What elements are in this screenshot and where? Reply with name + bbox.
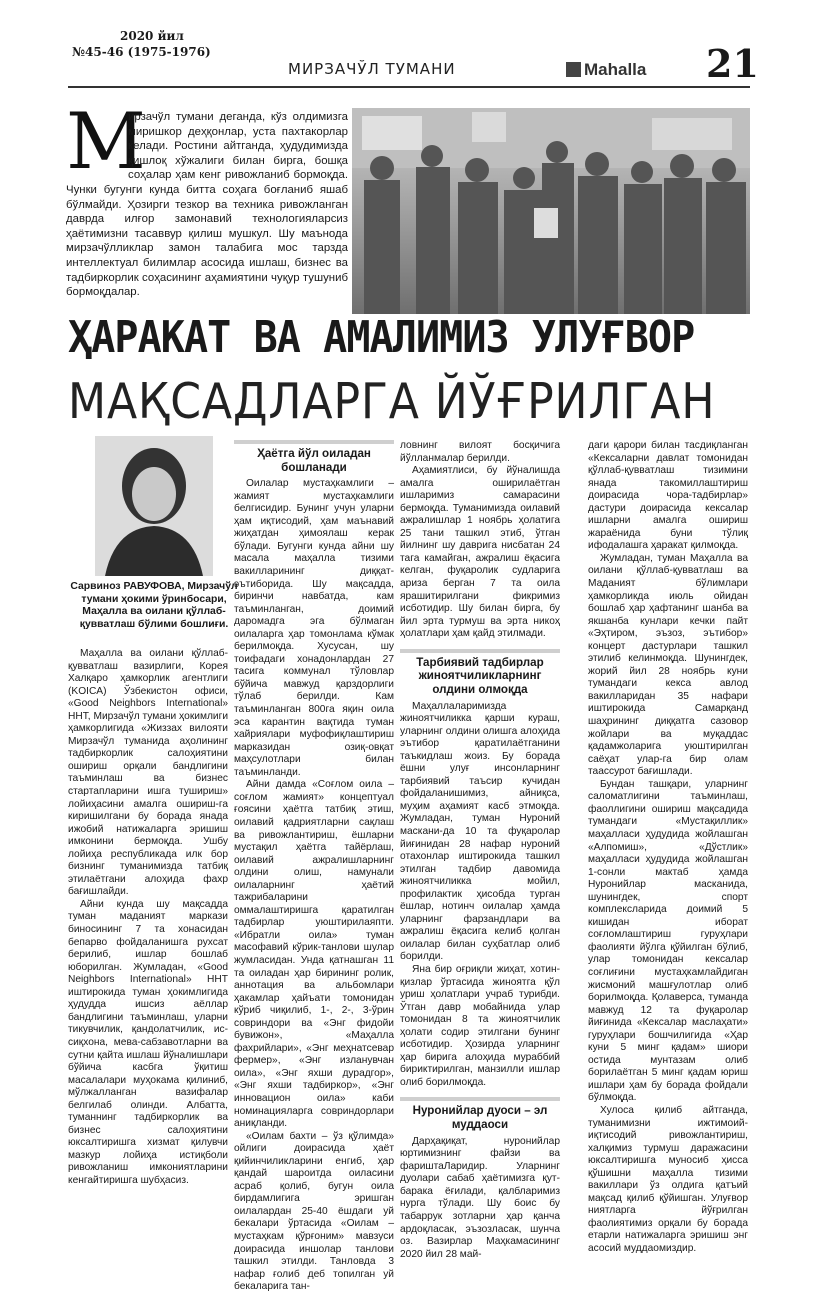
subhead-family bbox=[234, 440, 394, 474]
subhead-crime-text: Тарбиявий тадбирлар жиноятчиликларнинг олдини олмоқда bbox=[416, 655, 544, 696]
portrait-photo bbox=[95, 436, 213, 576]
header-rule bbox=[68, 86, 750, 88]
subhead-elders-text: Нуронийлар дуоси – эл муддаоси bbox=[412, 1104, 548, 1132]
subhead-crime bbox=[400, 649, 560, 697]
col1-paragraph-2: Айни кунда шу мақсадда туман маданият маркази биносининг 7 та хонасидан бепарво фойдаланишга рухсат берилиб, ишлар бошлаб юборилган. Жумладан, «Good Neighbors International» ННТ иштирокида туман ҳокимлигида ҳудудда ишсиз аёллар бандлигини таъминлаш, уларни тикувчилик, қандолатчилик, ис-сиқхона, мева-сабзавотларни ва сутни қайта ишлаш йўналишлари бўйича касбга ўқитиш масалалари муҳокама қилиниб, мўлжалланган вазифалар белгилаб олинди. Албатта, туманнинг тадбиркорлик ва бизнес салоҳиятини юксалтиришга хизмат қилувчи мазкур лойиҳа истиқболи ривожланиш имкониятларини кенгайтиришга шубҳасиз. bbox=[68, 898, 228, 1186]
col1-paragraph-1: Маҳалла ва оилани қўллаб-қувватлаш вазирлиги, Корея Халқаро ҳамкорлик агентлиги (KOICA) Ўзбекистон офиси, «Good Neighbors International» ННТ, Мирзачўл тумани ҳокимлиги ҳамкорлигида «Жиззах вилояти Мирзачўл туманида аҳолининг тадбиркорлик салоҳиятини ошириш орқали бандлигини таъминлаш ва бизнес стартапларини ишга тушириш» лойиҳасини амалга ошириш-га киришилгани бу борада янада ижобий натижаларга эришиш имконини бермоқда. Ушбу лойиҳа республикада илк бор бизнинг туманимизда татбиқ этилаётгани алоҳида фахр бағишлайди. bbox=[68, 648, 229, 898]
col3-paragraph-4: Яна бир оғриқли жиҳат, хотин-қизлар ўртасида жиноятга қўл уриш ҳолатлари учраб турибди. Ўтган давр мобайнида улар томонидан 8 та жиноятчилик ҳолати содир этилгани бунинг исботидир. Ҳозирда уларнинг ҳар бирига алоҳида мураббий бириктирилган, манзилли ишлар олиб борилмоқда. bbox=[400, 964, 560, 1088]
logo-text: Mahalla bbox=[584, 60, 647, 79]
headline-line-2: МАҚСАДЛАРГА ЙЎҒРИЛГАН bbox=[68, 373, 716, 430]
subhead-bar bbox=[400, 1097, 560, 1101]
col3-paragraph-5: Дарҳақиқат, нуронийлар юртимизнинг файзи ва фариштаЛаридир. Уларнинг дуолари сабаб ҳаётимизга қут-барака ёғилади, қалбларимиз нурга тўлади. Шу боис бу табаррук зотларни ҳар қанча ардоқласак, эъзозласак, шунча оз. Вазирлар Маҳкамасининг 2020 йил 28 май- bbox=[400, 1135, 560, 1260]
drop-cap: М bbox=[66, 97, 146, 187]
portrait-photo-icon bbox=[95, 436, 213, 576]
col2-paragraph-2: Айни дамда «Соғлом оила – соғлом жамият» концептуал ғоясини ҳаётга татбиқ этиш, оилавий қадриятларни сақлаш ва ривожлантириш, ёшларни мустақил ҳаётга тайёрлаш, оилавий ажралишларнинг олдини олиш, намунали оилаларнинг ҳаётий тажрибаларини оммалаштиришга қаратилган тадбирлар уюштирилаяпти. «Ибратли оила» туман масофавий кўрик-танлови шулар жумласидан. Унда қатнашган 11 та оиладан ҳар бирининг ролик, аннотация ва альбомлари ҳакамлар ҳайъати томонидан кўриб чиқилиб, 1-, 2-, 3-ўрин совриндори ва «Энг фидойи бувижон», «Маҳалла фахрийлари», «Энг меҳнатсевар фермер», «Энг изланувчан оила», «Энг яхши дурадгор», «Энг яхши тадбиркор», «Энг инновацион оила» каби номинацияларга совриндорлари аниқланди. bbox=[234, 779, 394, 1130]
portrait-caption: Сарвиноз РАВУФОВА, Мирзачўл тумани ҳокими ўринбосари, Маҳалла ва оилани қўллаб-қувватлаш бўлими бошлиғи. bbox=[70, 581, 238, 630]
subhead-bar bbox=[234, 440, 394, 444]
lead-text: ирзачўл тумани деганда, кўз олдимизга миришкор деҳқонлар, уста пахтакорлар келади. Ростини айтганда, ҳудудимизда қишлоқ хўжалиги билан бирга, бошқа соҳалар ҳам кенг ривожланиб бормоқда. Чунки бугунги кунда битта соҳага боғланиб яшаб бўлмайди. Ҳозирги тезкор ва техника ривожланган даврда илғор замонавий технологияларсиз ҳаётимизни тасаввур қилиш мушкул. Шу маънода мирзачўлликлар замон талабига мос тарзда интеллектуал билимлар асосида ишлаш, бизнес ва тадбиркорлик соҳасининг аҳамиятини чуқур тушуниб бормоқдалар. bbox=[66, 111, 348, 299]
subhead-family-text: Ҳаётга йўл оиладан бошланади bbox=[257, 447, 371, 474]
page-number: 21 bbox=[706, 41, 759, 86]
col4-paragraph-3: Бундан ташқари, уларнинг саломатлигини таъминлаш, фаоллигини ошириш мақсадида тумандаги «Мустақиллик» маҳалласи ҳудудида жойлашган «Алпомиш», «Дўстлик» маҳалласи ҳудудида жойлашган 1-сонли мактаб ҳамда Нуронийлар масканида, шунингдек, спорт комплексларида доимий 5 кишидан иборат соғломлаштириш гуруҳлари фаолияти йўлга қўйилган бўлиб, улар томонидан кексалар соғлиғини мустаҳкамлайдиган жисмоний машғулотлар олиб борилмоқда. Қолаверса, туманда мавжуд 12 та фуқаролар йиғинида «Кексалар маслаҳати» гуруҳлари бошчилигида «Ҳар куни 5 минг қадам» шиори остида мунтазам олиб борилаётган 5 минг қадам юриш ишлари ҳам бу борада фойдали бўлмоқда. bbox=[588, 778, 748, 1104]
subhead-elders bbox=[400, 1097, 560, 1131]
column-4 bbox=[588, 440, 748, 1256]
column-3 bbox=[400, 440, 560, 1261]
col4-paragraph-2: Жумладан, туман Маҳалла ва оилани қўллаб-қувватлаш ва Маданият бўлимлари ҳамкорликда июль ойидан бошлаб ҳар ҳафтанинг шанба ва якшанба кунлари кечки пайт «Эҳтиром, эъзоз, эътибор» концерт дастурлари ташкил этилиб келинмоқда. Шунингдек, жорий йил 28 ноябрь куни тумандаги кекса авлод вакилларидан 35 нафари иштирокида Самарқанд шаҳрининг диққатга сазовор жойлари ва муқаддас қадамжоларига уюштирилган саёҳат улар-га бир олам таассурот бағишлади. bbox=[588, 552, 748, 778]
group-photo bbox=[352, 108, 750, 314]
col3-paragraph-3: Маҳаллаларимизда жиноятчиликка қарши кураш, уларнинг олдини олишга алоҳида эътибор қаратилаётганини таъкидлаш жоиз. Бу борада ёшни улуғ инсонларнинг тарбиявий таъсир кучидан фойдаланишимиз, айниқса, муҳим аҳамият касб этмоқда. Жумладан, туман Нуроний маскани-да 10 та фуқаролар йиғинидан 28 нафар нуроний отахонлар иштирокида ташкил этилган тадбир давомида жиноятчиликка мойил, профилактик ҳисобда турган ёшлар, нотинч оилалар ҳамда уларнинг фарзандлари ва ажралиш ёқасига келиб қолган оилалар билан суҳбатлар олиб борилди. bbox=[400, 700, 560, 963]
newspaper-logo bbox=[566, 60, 646, 80]
col2-paragraph-1: Оилалар мустаҳкамлиги – жамият мустаҳкамлиги белгисидир. Бунинг учун уларни ҳам иқтисодий, ҳам маънавий жиҳатдан ҳимоялаш керак бўлади. Бугунги кунда айни шу масала маҳалла тизими вакилларининг диққат-эътиборида. Шу мақсадда, биринчи навбатда, кам таъминланган, доимий даромадга эга бўлмаган оилаларга ҳар томонлама кўмак берилмоқда. Хусусан, шу тоифадаги хонадонлардан 27 тасига коммунал тўловлар бўйича мавжуд қарздорлиги тўлаб берилди. Кам таъминланган 800га яқин оила эса карантин вақтида туман хайриялари муфофиқлаштириш марказидан озиқ-овқат маҳсулотлари билан таъминланди. bbox=[234, 478, 394, 778]
subhead-bar bbox=[400, 649, 560, 653]
col3-paragraph-1: ловнинг вилоят босқичига йўлланмалар берилди. bbox=[400, 440, 560, 464]
col3-paragraph-2: Аҳамиятлиси, бу йўналишда амалга оширилаётган ишларимиз самарасини бермоқда. Туманимизда оилавий ажралишлар 1 ноябрь ҳолатига 25 тани ташкил этиб, ўтган йилнинг шу даврига нисбатан 24 тага камайган, ажралиш ёқасига келган, фуқаролик судларига ариза берган 7 та оила ярашитирилгани фикримиз исботидир. Шу билан бирга, бу йил эрта турмуш ва эрта никоҳ ҳолатлари ҳам қайд этилмади. bbox=[400, 465, 560, 640]
section-title: МИРЗАЧЎЛ ТУМАНИ bbox=[288, 60, 456, 78]
column-1 bbox=[68, 648, 228, 1188]
col4-paragraph-1: даги қарори билан тасдиқланган «Кексаларни давлат томонидан қўллаб-қувватлаш тизимини янада такомиллаштириш доирасида чора-тадбирлар» дастури доирасида кексалар ишларни амалга ошириш жараёнида буни тўлиқ ифодалашга ҳаракат қилмоқда. bbox=[588, 440, 748, 552]
col4-paragraph-4: Хулоса қилиб айтганда, туманимизни ижтимоий-иқтисодий ривожлантириш, халқимиз турмуш даражасини юксалтиришга муносиб ҳисса қўшишни маҳалла тизими вакиллари ўз олдига қатъий мақсад қилиб қўйишган. Улуғвор ниятларга йўғрилган фаолиятимиз орқали бу борада етарли натижаларга эришиш энг асосий муддаомиздир. bbox=[588, 1104, 748, 1254]
col2-paragraph-3: «Оилам бахти – ўз қўлимда» ойлиги доирасида ҳаёт қийинчиликларини енгиб, ҳар қандай шароитда оиласини асраб қолиб, бугун оила бирдамлигига эришган оилалардан 25-40 ёшдаги уй бекалари ўртасида «Оилам – мустаҳкам қўрғоним» мавзуси доирасида иншолар танлови ташкил этилди. Танловда 3 нафар ғолиб деб топилган уй бекаларига тан- bbox=[234, 1130, 394, 1293]
column-2 bbox=[234, 440, 394, 1294]
mahalla-logo-mark-icon bbox=[566, 62, 581, 77]
issue-number: №45-46 (1975-1976) bbox=[72, 45, 211, 59]
issue-year: 2020 йил bbox=[120, 29, 184, 43]
group-photo-icon bbox=[352, 108, 750, 314]
drop-cap-spacer bbox=[66, 110, 128, 170]
lead-paragraph bbox=[66, 110, 348, 300]
headline-line-1: ҲАРАКАТ ВА АМАЛИМИЗ УЛУҒВОР bbox=[68, 312, 695, 363]
